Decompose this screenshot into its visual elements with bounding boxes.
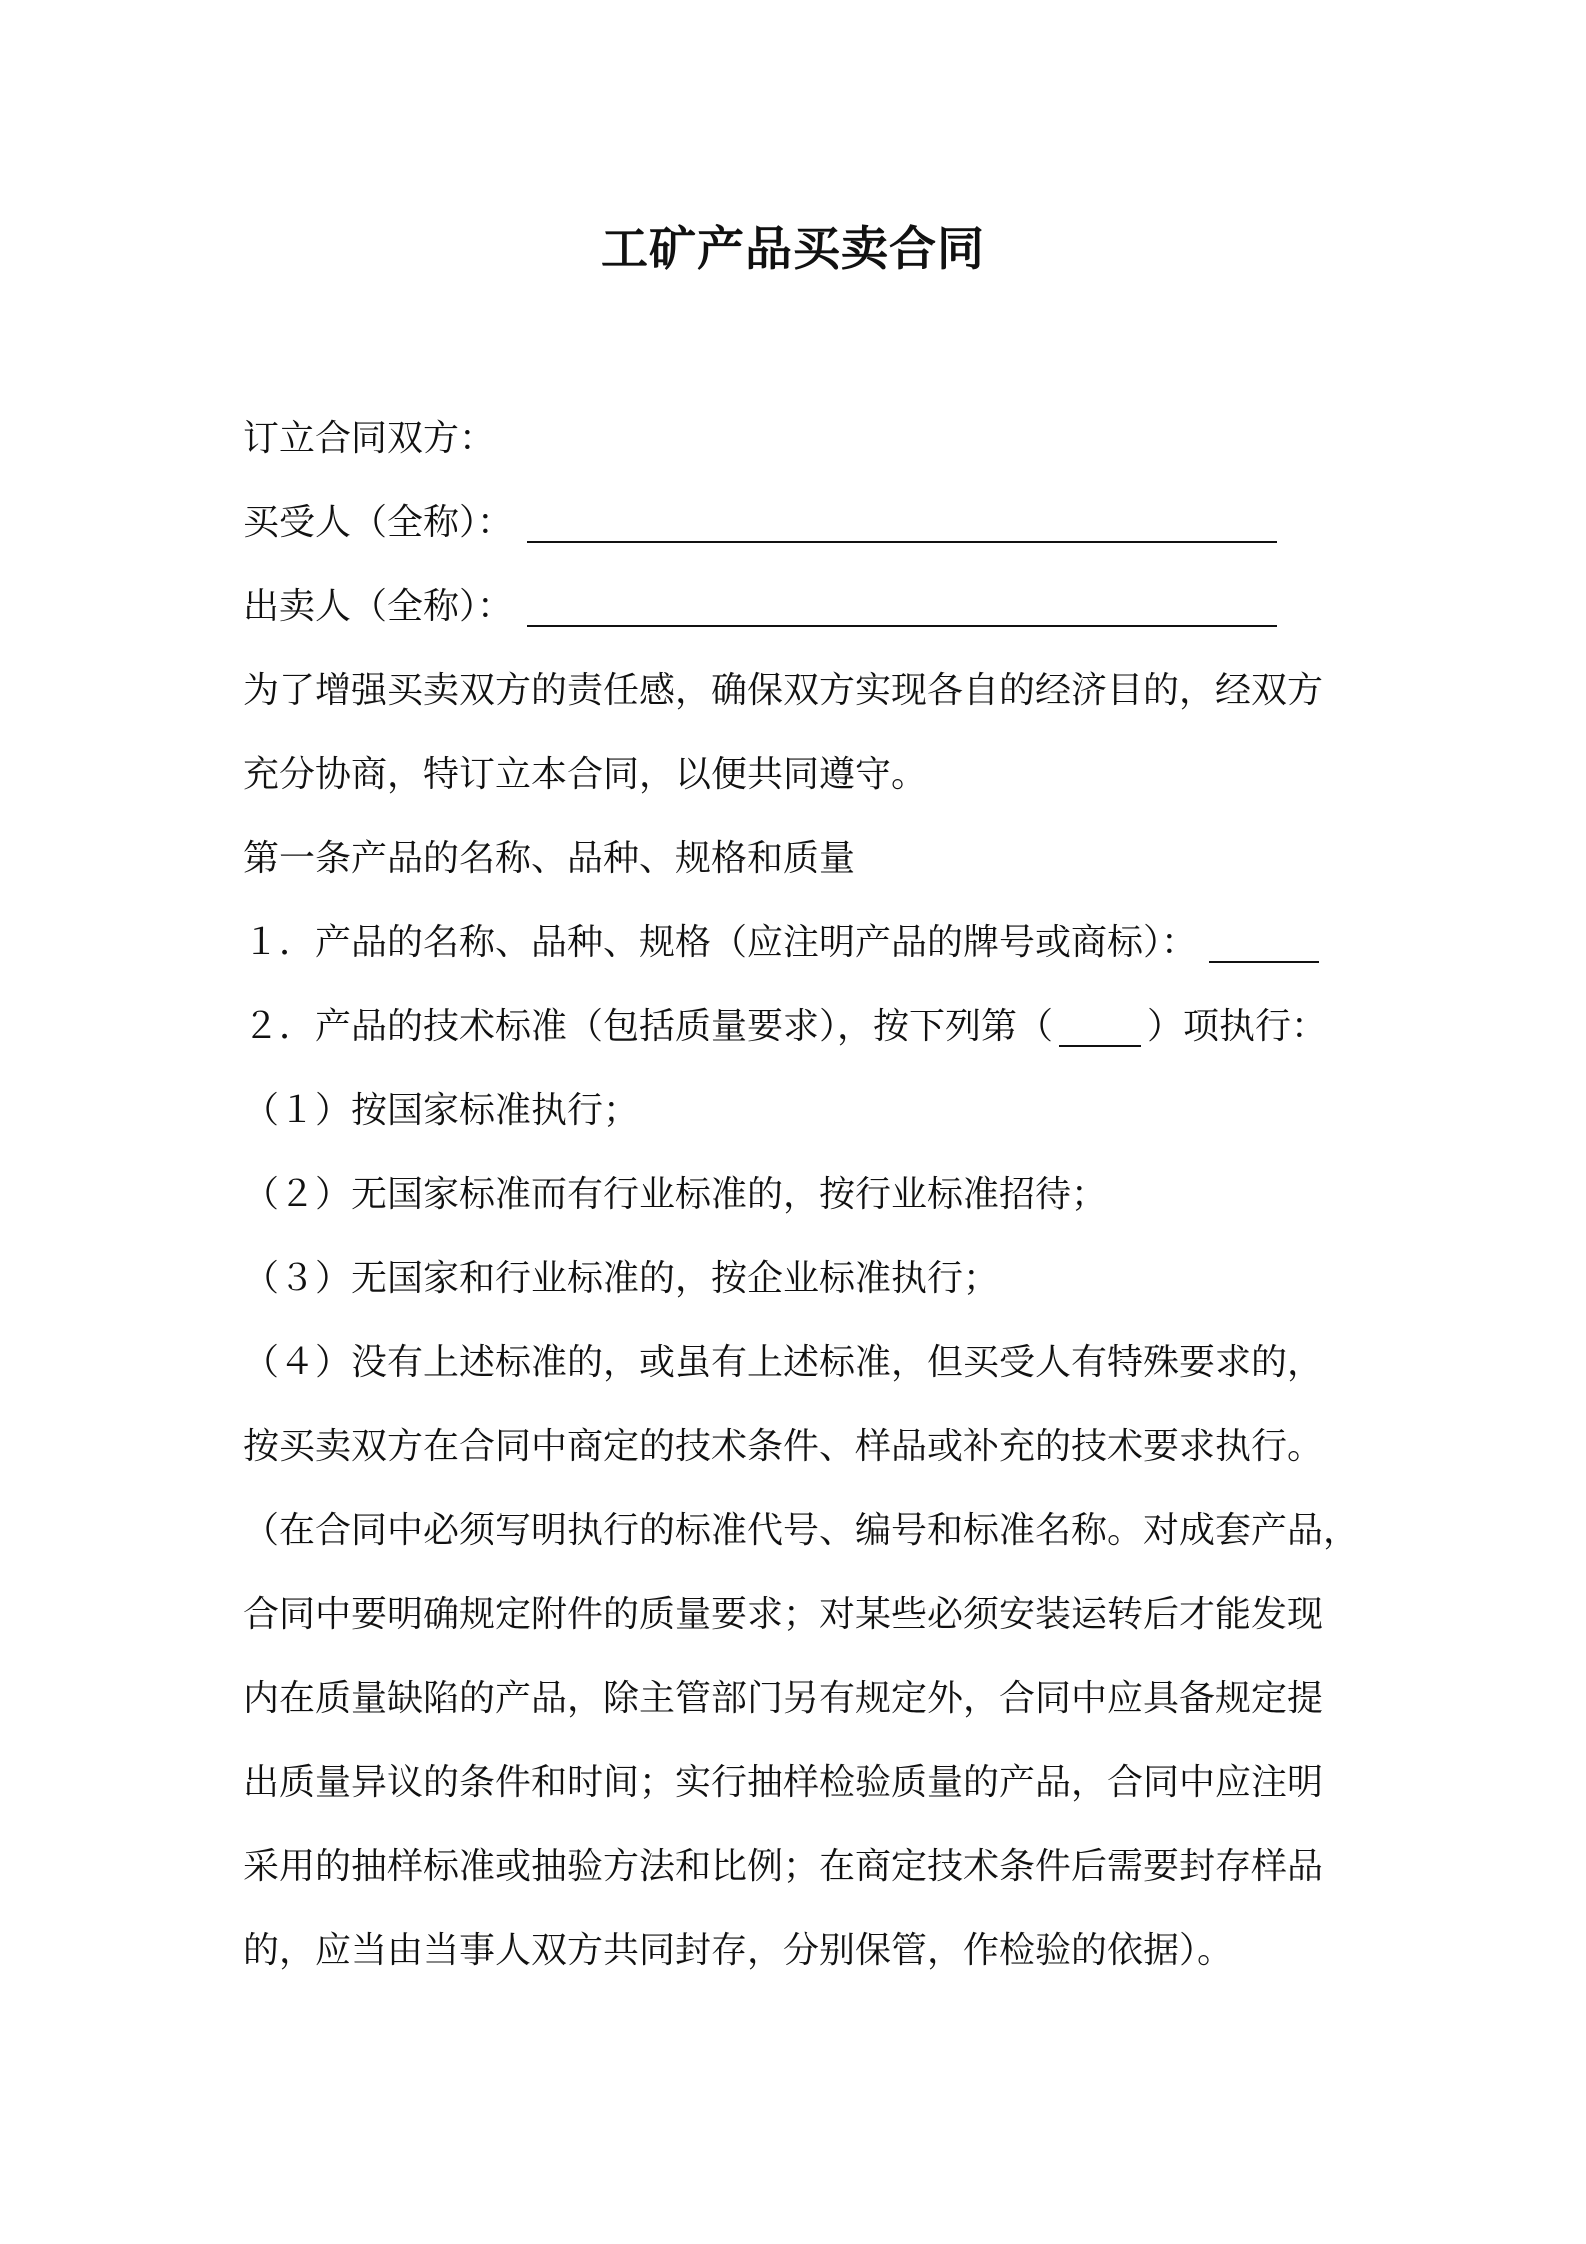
item1-line [243,913,1363,997]
option3-line: （３）无国家和行业标准的，按企业标准执行； [243,1258,1000,1299]
option1-line: （１）按国家标准执行； [243,1090,640,1131]
buyer-line [243,493,1363,577]
document-title: 工矿产品买卖合同 [601,222,985,277]
option4-line-1: （４）没有上述标准的，或虽有上述标准，但买受人有特殊要求的， [243,1342,1324,1383]
item2-suffix: ）项执行： [1147,1006,1328,1047]
standard-option-blank[interactable] [1059,997,1141,1047]
note-line-6: 的，应当由当事人双方共同封存，分别保管，作检验的依据）。 [243,1930,1234,1971]
seller-label: 出卖人（全称）： [243,586,514,627]
seller-name-blank[interactable] [527,577,1277,627]
buyer-label: 买受人（全称）： [243,502,514,543]
option2-line: （２）无国家标准而有行业标准的，按行业标准招待； [243,1174,1108,1215]
item1-text: １．产品的名称、品种、规格（应注明产品的牌号或商标）： [243,922,1198,963]
note-line-2: 合同中要明确规定附件的质量要求；对某些必须安装运转后才能发现 [243,1594,1324,1635]
intro-line: 订立合同双方： [243,418,496,459]
purpose-line-2: 充分协商，特订立本合同，以便共同遵守。 [243,754,928,795]
note-line-5: 采用的抽样标准或抽验方法和比例；在商定技术条件后需要封存样品 [243,1846,1324,1887]
document-body [243,409,1363,2005]
seller-line [243,577,1363,661]
option4-line-2: 按买卖双方在合同中商定的技术条件、样品或补充的技术要求执行。 [243,1426,1324,1467]
item2-line [243,997,1363,1081]
note-line-1: （在合同中必须写明执行的标准代号、编号和标准名称。对成套产品， [243,1510,1360,1551]
buyer-name-blank[interactable] [527,493,1277,543]
article1-heading: 第一条产品的名称、品种、规格和质量 [243,838,856,879]
note-line-4: 出质量异议的条件和时间；实行抽样检验质量的产品，合同中应注明 [243,1762,1324,1803]
note-line-3: 内在质量缺陷的产品，除主管部门另有规定外，合同中应具备规定提 [243,1678,1324,1719]
product-name-blank[interactable] [1209,913,1319,963]
purpose-line-1: 为了增强买卖双方的责任感，确保双方实现各自的经济目的，经双方 [243,670,1324,711]
item2-prefix: ２．产品的技术标准（包括质量要求），按下列第（ [243,1006,1054,1047]
